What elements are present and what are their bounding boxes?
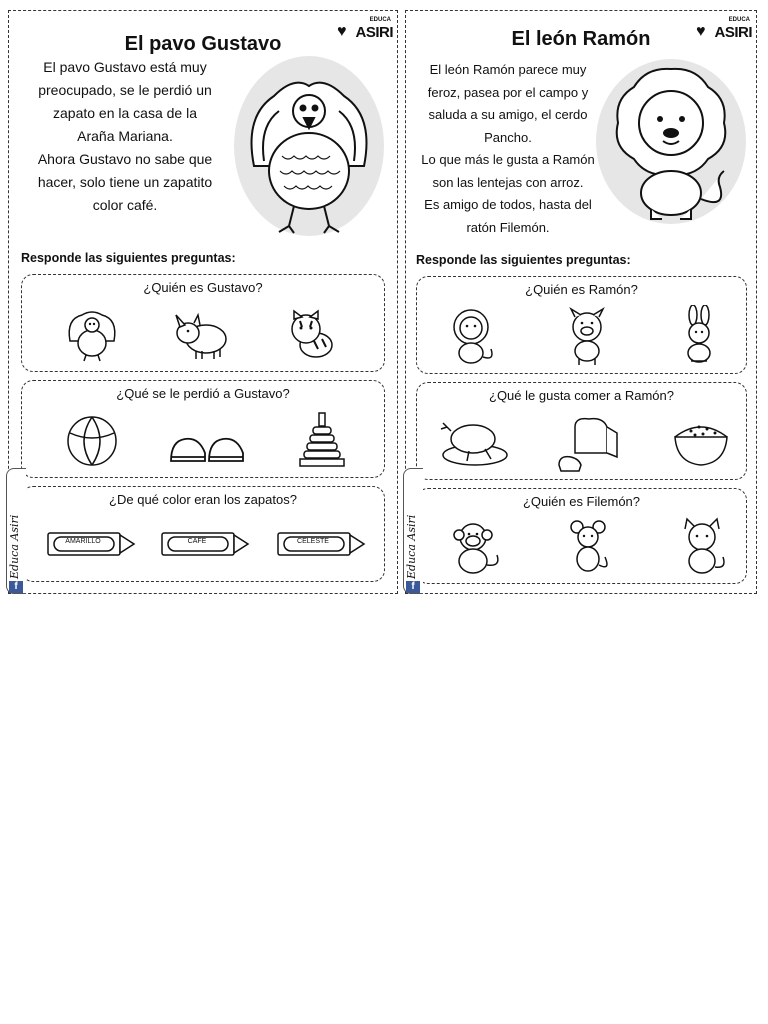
monkey-icon xyxy=(447,517,507,577)
option-mouse[interactable] xyxy=(559,517,619,577)
option-crayon-cafe[interactable] xyxy=(160,529,252,559)
story-text: El pavo Gustavo está muy preocupado, se le perdió un zapato en la casa de la Araña Mariana. Ahora Gustavo no sabe que hacer, solo tiene un zapatito color café. xyxy=(37,59,213,213)
heart-icon: ♥ xyxy=(696,23,706,40)
educa-asiri-logo: ♥ EDUCA ASIRI xyxy=(696,17,752,41)
card-pavo-gustavo xyxy=(8,10,398,594)
card-title: El león Ramón xyxy=(511,28,651,50)
shoes-icon xyxy=(167,413,247,468)
crayon-label: CAFÉ xyxy=(187,538,207,545)
crayon-label: CELESTE xyxy=(297,538,329,545)
lion-icon xyxy=(445,307,505,367)
option-cat[interactable] xyxy=(673,517,733,577)
cat-icon xyxy=(673,517,733,577)
bread-icon xyxy=(555,413,625,473)
turkey-icon xyxy=(62,307,122,362)
rhino-icon xyxy=(172,307,232,362)
question-box xyxy=(21,486,385,582)
option-rabbit[interactable] xyxy=(671,305,731,355)
brand-vertical-text: Educa Asiri xyxy=(8,514,21,579)
question-box xyxy=(21,380,385,478)
option-chicken[interactable] xyxy=(439,409,509,469)
option-bread[interactable] xyxy=(555,413,625,473)
rice-bowl-icon xyxy=(671,409,731,469)
option-rhino[interactable] xyxy=(172,307,232,357)
brand-vertical-text: Educa Asiri xyxy=(405,514,418,579)
beach-ball-icon xyxy=(62,413,122,468)
question-text: ¿Qué se le perdió a Gustavo? xyxy=(116,386,290,401)
mouse-icon xyxy=(559,517,619,577)
tiger-icon xyxy=(284,307,344,362)
lion-icon xyxy=(596,59,746,224)
question-box xyxy=(416,382,747,480)
side-tab xyxy=(403,468,423,594)
option-rice-bowl[interactable] xyxy=(671,409,731,459)
chicken-leg-icon xyxy=(439,409,509,469)
question-text: ¿De qué color eran los zapatos? xyxy=(109,492,297,507)
question-box xyxy=(416,276,747,374)
facebook-icon[interactable]: f xyxy=(9,581,23,593)
questions-heading: Responde las siguientes preguntas: xyxy=(21,251,236,265)
pig-icon xyxy=(557,307,617,367)
turkey-portrait xyxy=(234,56,384,236)
option-crayon-amarillo[interactable] xyxy=(46,529,138,559)
option-lion[interactable] xyxy=(445,307,505,357)
questions-heading: Responde las siguientes preguntas: xyxy=(416,253,631,267)
heart-icon: ♥ xyxy=(337,23,347,40)
side-tab xyxy=(6,468,26,594)
story-text: El león Ramón parece muy feroz, pasea por el campo y saluda a su amigo, el cerdo Pancho. Lo que más le gusta a Ramón son las lentejas con arroz. Es amigo de todos, hasta del ratón Filemón. xyxy=(421,62,595,235)
option-beach-ball[interactable] xyxy=(62,413,122,463)
option-pig[interactable] xyxy=(557,307,617,357)
option-crayon-celeste[interactable] xyxy=(276,529,368,559)
question-text: ¿Qué le gusta comer a Ramón? xyxy=(489,388,674,403)
option-tiger[interactable] xyxy=(284,307,344,357)
turkey-icon xyxy=(234,56,384,236)
option-ring-stacker[interactable] xyxy=(292,409,352,459)
educa-asiri-logo: ♥ EDUCA ASIRI xyxy=(337,17,393,41)
option-shoes[interactable] xyxy=(167,413,247,463)
card-title: El pavo Gustavo xyxy=(124,33,282,55)
question-text: ¿Quién es Gustavo? xyxy=(143,280,263,295)
question-box xyxy=(416,488,747,584)
crayon-label: AMARILLO xyxy=(65,538,101,545)
question-box xyxy=(21,274,385,372)
question-text: ¿Quién es Ramón? xyxy=(525,282,638,297)
facebook-icon[interactable]: f xyxy=(406,581,420,593)
rabbit-icon xyxy=(671,305,731,365)
lion-portrait xyxy=(596,59,746,224)
option-monkey[interactable] xyxy=(447,517,507,577)
ring-stacker-icon xyxy=(292,409,352,469)
question-text: ¿Quién es Filemón? xyxy=(522,494,641,509)
option-turkey[interactable] xyxy=(62,307,122,357)
card-leon-ramon xyxy=(405,10,757,594)
